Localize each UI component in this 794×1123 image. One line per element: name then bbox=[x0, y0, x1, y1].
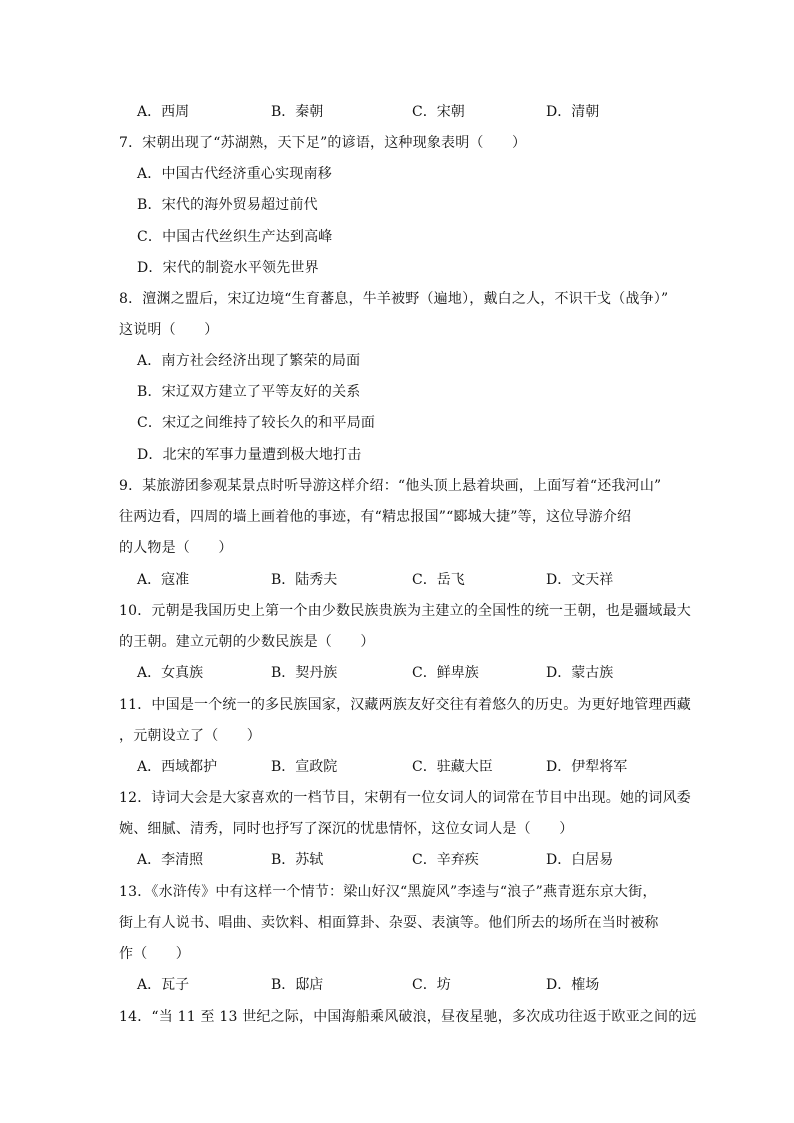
q12-option-b[interactable]: B．苏轼 bbox=[271, 852, 324, 868]
q13-option-b[interactable]: B．邸店 bbox=[271, 977, 324, 993]
q13-option-d[interactable]: D．榷场 bbox=[546, 977, 600, 993]
q8-option-a[interactable]: A．南方社会经济出现了繁荣的局面 bbox=[137, 353, 361, 369]
q9-option-c[interactable]: C．岳飞 bbox=[412, 572, 465, 588]
q9-stem-line-2: 往两边看，四周的墙上画着他的事迹，有“精忠报国”“郾城大捷”等，这位导游介绍 bbox=[119, 509, 632, 525]
q12-stem-line-2: 婉、细腻、清秀，同时也抒写了深沉的忧患情怀，这位女词人是（ ） bbox=[119, 821, 574, 837]
q9-option-d[interactable]: D．文天祥 bbox=[546, 572, 614, 588]
q9-option-a[interactable]: A．寇准 bbox=[137, 572, 190, 588]
q11-stem-line-2: ，元朝设立了（ ） bbox=[119, 728, 261, 744]
q8-option-b[interactable]: B．宋辽双方建立了平等友好的关系 bbox=[137, 384, 361, 400]
q8-option-c[interactable]: C．宋辽之间维持了较长久的和平局面 bbox=[137, 415, 376, 431]
q12-options bbox=[137, 850, 657, 870]
q11-stem-line-1: 11．中国是一个统一的多民族国家，汉藏两族友好交往有着悠久的历史。为更好地管理西藏 bbox=[119, 697, 692, 713]
q8-stem-line-2: 这说明（ ） bbox=[119, 322, 219, 338]
q9-options bbox=[137, 570, 657, 590]
q13-option-a[interactable]: A．瓦子 bbox=[137, 977, 190, 993]
q14-stem-line-1: 14．“当 11 至 13 世纪之际，中国海船乘风破浪，昼夜星驰，多次成功往返于欧亚之间的远 bbox=[119, 1009, 697, 1025]
q9-stem-line-3: 的人物是（ ） bbox=[119, 540, 233, 556]
q10-stem-line-2: 的王朝。建立元朝的少数民族是（ ） bbox=[119, 634, 375, 650]
q6-option-d[interactable]: D．清朝 bbox=[546, 104, 600, 120]
q6-options bbox=[137, 102, 657, 122]
q6-option-a[interactable]: A．西周 bbox=[137, 104, 190, 120]
q8-stem-line-1: 8．澶渊之盟后，宋辽边境“生育蕃息，牛羊被野（遍地），戴白之人，不识干戈（战争）” bbox=[119, 291, 669, 307]
q13-option-c[interactable]: C．坊 bbox=[412, 977, 451, 993]
q11-option-b[interactable]: B．宣政院 bbox=[271, 759, 338, 775]
q12-option-d[interactable]: D．白居易 bbox=[546, 852, 614, 868]
q12-option-a[interactable]: A．李清照 bbox=[137, 852, 204, 868]
q11-option-a[interactable]: A．西域都护 bbox=[137, 759, 218, 775]
q12-stem-line-1: 12．诗词大会是大家喜欢的一档节目，宋朝有一位女词人的词常在节目中出现。她的词风委 bbox=[119, 790, 692, 806]
q9-stem-line-1: 9．某旅游团参观某景点时听导游这样介绍：“他头顶上悬着块画，上面写着“还我河山” bbox=[119, 478, 662, 494]
q10-stem-line-1: 10．元朝是我国历史上第一个由少数民族贵族为主建立的全国性的统一王朝，也是疆域最大 bbox=[119, 603, 692, 619]
q10-option-b[interactable]: B．契丹族 bbox=[271, 665, 338, 681]
q13-options bbox=[137, 975, 657, 995]
q10-option-a[interactable]: A．女真族 bbox=[137, 665, 204, 681]
q6-option-c[interactable]: C．宋朝 bbox=[412, 104, 465, 120]
q11-option-d[interactable]: D．伊犁将军 bbox=[546, 759, 628, 775]
q13-stem-line-1: 13．《水浒传》中有这样一个情节：梁山好汉“黑旋风”李逵与“浪子”燕青逛东京大街， bbox=[119, 884, 657, 900]
q7-option-c[interactable]: C．中国古代丝织生产达到高峰 bbox=[137, 229, 333, 245]
q13-stem-line-2: 街上有人说书、唱曲、卖饮料、相面算卦、杂耍、表演等。他们所去的场所在当时被称 bbox=[119, 915, 659, 931]
q13-stem-line-3: 作（ ） bbox=[119, 946, 190, 962]
q8-option-d[interactable]: D．北宋的军事力量遭到极大地打击 bbox=[137, 447, 362, 463]
q10-options bbox=[137, 663, 657, 683]
q6-option-b[interactable]: B．秦朝 bbox=[271, 104, 324, 120]
q10-option-d[interactable]: D．蒙古族 bbox=[546, 665, 614, 681]
q7-option-d[interactable]: D．宋代的制瓷水平领先世界 bbox=[137, 260, 319, 276]
q12-option-c[interactable]: C．辛弃疾 bbox=[412, 852, 479, 868]
q7-stem: 7．宋朝出现了“苏湖熟，天下足”的谚语，这种现象表明（ ） bbox=[119, 135, 527, 151]
q10-option-c[interactable]: C．鲜卑族 bbox=[412, 665, 479, 681]
q9-option-b[interactable]: B．陆秀夫 bbox=[271, 572, 338, 588]
q7-option-a[interactable]: A．中国古代经济重心实现南移 bbox=[137, 166, 332, 182]
q11-options bbox=[137, 757, 657, 777]
q7-option-b[interactable]: B．宋代的海外贸易超过前代 bbox=[137, 197, 318, 213]
q11-option-c[interactable]: C．驻藏大臣 bbox=[412, 759, 493, 775]
